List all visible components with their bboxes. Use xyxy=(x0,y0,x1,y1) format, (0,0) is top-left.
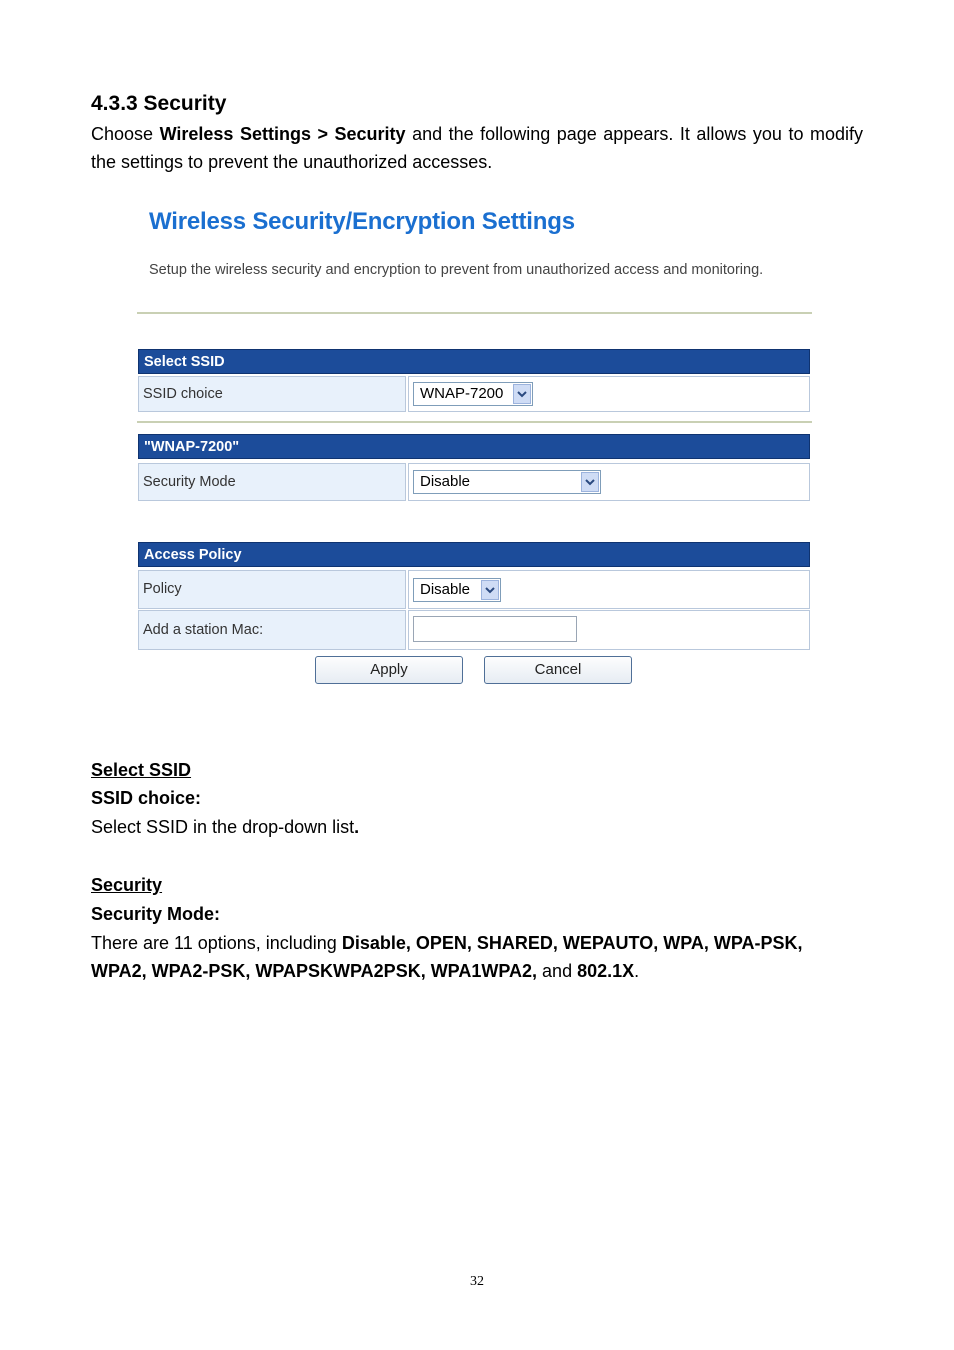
intro-menu-path: Wireless Settings > Security xyxy=(159,124,406,144)
security-mode-period: . xyxy=(634,961,640,981)
ssid-choice-heading: SSID choice: xyxy=(91,788,202,808)
select-ssid-header: Select SSID xyxy=(138,349,810,374)
security-mode-cell xyxy=(408,463,810,501)
chevron-down-icon[interactable] xyxy=(481,580,499,600)
divider xyxy=(137,421,812,423)
ssid-choice-select[interactable] xyxy=(413,382,533,406)
select-ssid-heading: Select SSID xyxy=(91,760,192,780)
security-mode-value: Disable xyxy=(420,473,471,490)
page-number: 32 xyxy=(470,1274,484,1289)
security-option-8021x: 802.1X xyxy=(577,961,635,981)
page-title: Wireless Security/Encryption Settings xyxy=(149,208,575,235)
intro-text: Choose xyxy=(91,124,160,144)
security-mode-text xyxy=(91,929,863,985)
security-mode-and: and xyxy=(537,961,578,981)
add-mac-row xyxy=(138,610,810,650)
ssid-choice-label: SSID choice xyxy=(138,376,406,412)
chevron-down-icon[interactable] xyxy=(581,472,599,492)
ssid-choice-row xyxy=(138,376,810,412)
section-heading: 4.3.3 Security xyxy=(91,92,227,115)
cancel-button[interactable]: Cancel xyxy=(484,656,632,684)
ssid-panel-header: "WNAP-7200" xyxy=(138,434,810,459)
ssid-choice-text xyxy=(91,813,863,841)
security-mode-desc: There are 11 options, including xyxy=(91,933,342,953)
chevron-down-icon[interactable] xyxy=(513,384,531,404)
ssid-choice-period: . xyxy=(354,817,360,837)
security-options-list: Disable, OPEN, SHARED, WEPAUTO, WPA, WPA-PSK, WPA2, WPA2-PSK, WPAPSKWPA2PSK, WPA1WPA2, xyxy=(91,933,803,981)
ssid-choice-value: WNAP-7200 xyxy=(420,385,504,402)
intro-text-end: and the following page appears. It allows you to modify the settings to prevent the unauthorized accesses. xyxy=(91,124,864,172)
intro-paragraph xyxy=(91,120,863,176)
apply-button[interactable]: Apply xyxy=(315,656,463,684)
add-mac-label: Add a station Mac: xyxy=(138,610,406,650)
page-description: Setup the wireless security and encryption to prevent from unauthorized access and monitoring. xyxy=(149,262,764,278)
ssid-choice-cell xyxy=(408,376,810,412)
station-mac-input[interactable] xyxy=(413,616,577,642)
security-mode-row xyxy=(138,463,810,501)
policy-label: Policy xyxy=(138,570,406,609)
security-heading: Security xyxy=(91,875,163,895)
policy-cell xyxy=(408,570,810,609)
security-mode-heading: Security Mode: xyxy=(91,904,221,924)
policy-select[interactable] xyxy=(413,578,501,602)
security-mode-select[interactable] xyxy=(413,470,601,494)
divider xyxy=(137,312,812,314)
security-mode-label: Security Mode xyxy=(138,463,406,501)
policy-value: Disable xyxy=(420,581,471,598)
ssid-choice-desc: Select SSID in the drop-down list xyxy=(91,817,355,837)
add-mac-cell xyxy=(408,610,810,650)
policy-row xyxy=(138,570,810,609)
access-policy-header: Access Policy xyxy=(138,542,810,567)
